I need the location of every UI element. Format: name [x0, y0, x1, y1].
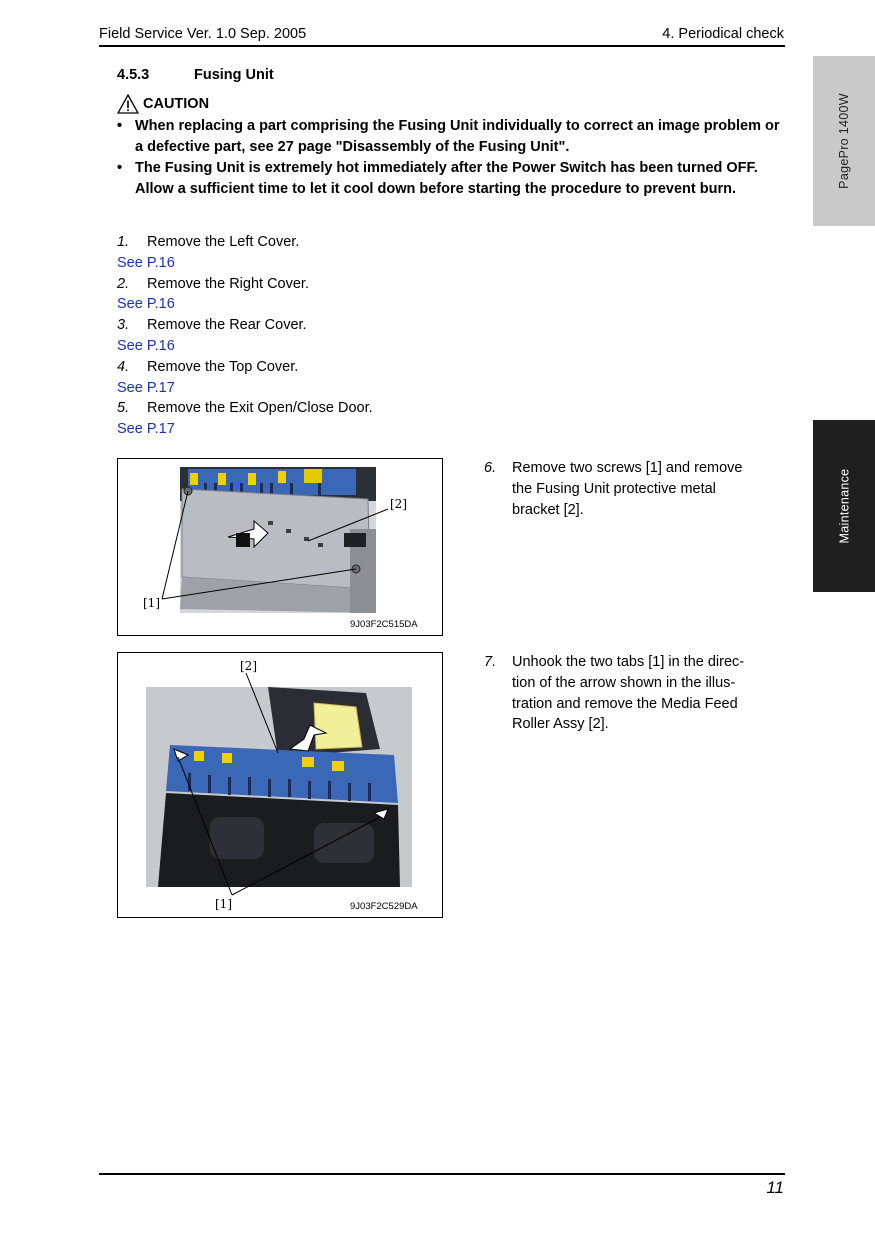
step-text: [512, 458, 742, 520]
figure-callout-1: [1]: [215, 897, 232, 911]
step-number: 2.: [117, 275, 130, 292]
see-page-link[interactable]: See P.16: [117, 296, 175, 313]
step-number: 1.: [117, 234, 130, 250]
caution-heading: [117, 94, 209, 114]
caution-bullet-text: The Fusing Unit is extremely hot immediately after the Power Switch has been turned OFF. Allow a sufficient time to let it cool down before starting the procedure to prevent burn.: [135, 160, 758, 197]
step-line: tration and remove the Media Feed: [512, 695, 738, 712]
see-page-link[interactable]: See P.16: [117, 337, 175, 354]
step-line: Remove two screws [1] and remove: [512, 460, 743, 476]
figure-callout-1: [1]: [143, 596, 160, 610]
fusing-bracket-photo: [118, 459, 442, 635]
section-title: Fusing Unit: [194, 67, 274, 83]
media-feed-roller-photo: [118, 653, 442, 917]
step-number: 7.: [484, 654, 497, 670]
step-item: [117, 274, 373, 295]
step-number: 3.: [117, 317, 130, 334]
header-right: 4. Periodical check: [662, 26, 784, 42]
footer-rule: [99, 1173, 785, 1175]
caution-bullet-text: When replacing a part comprising the Fusing Unit individually to correct an image problem or a defective part, see 27 page "Disassembly of the Fusing Unit".: [135, 118, 780, 155]
figure-callout-2: [2]: [240, 659, 257, 673]
side-tab-maintenance-label: Maintenance: [837, 468, 852, 544]
step-text: Remove the Right Cover.: [147, 275, 309, 292]
see-page-link[interactable]: See P.16: [117, 254, 175, 271]
side-tab-maintenance: [813, 420, 875, 592]
step-number: 6.: [484, 460, 497, 476]
step-item: [117, 357, 373, 378]
figure-code: 9J03F2C515DA: [350, 619, 418, 630]
page-number: 11: [766, 1178, 784, 1197]
step-item: [117, 398, 373, 419]
figure-callout-2: [2]: [390, 497, 407, 511]
step-text: Remove the Top Cover.: [147, 358, 299, 375]
step-item-7: [484, 652, 744, 735]
side-tab-product: [813, 56, 875, 226]
header-left: Field Service Ver. 1.0 Sep. 2005: [99, 26, 307, 42]
section-number: 4.5.3: [117, 67, 150, 83]
step-item: [117, 232, 373, 253]
step-line: Roller Assy [2].: [512, 716, 609, 733]
warning-icon: [117, 94, 139, 114]
step-text: Remove the Exit Open/Close Door.: [147, 400, 373, 417]
caution-bullet: [117, 116, 785, 158]
header-rule: [99, 45, 785, 47]
side-tab-product-label: PagePro 1400W: [837, 93, 851, 189]
step-line: the Fusing Unit protective metal: [512, 480, 716, 497]
step-line: Unhook the two tabs [1] in the direc-: [512, 654, 745, 670]
figure-code: 9J03F2C529DA: [350, 901, 418, 912]
step-list: [117, 232, 373, 440]
step-text: [512, 652, 744, 735]
figure-media-feed-roller: [117, 652, 443, 918]
see-page-link[interactable]: See P.17: [117, 379, 175, 396]
bullet-dot: •: [117, 118, 123, 134]
step-item-6: [484, 458, 742, 520]
step-line: tion of the arrow shown in the illus-: [512, 674, 736, 691]
step-number: 5.: [117, 400, 130, 417]
step-text: Remove the Rear Cover.: [147, 317, 307, 334]
step-line: bracket [2].: [512, 501, 584, 518]
step-text: Remove the Left Cover.: [147, 234, 300, 250]
step-number: 4.: [117, 358, 130, 375]
figure-fusing-bracket: [117, 458, 443, 636]
step-item: [117, 315, 373, 336]
caution-bullets: [117, 116, 785, 200]
caution-bullet: [117, 158, 785, 200]
see-page-link[interactable]: See P.17: [117, 421, 175, 438]
bullet-dot: •: [117, 160, 123, 176]
caution-label: CAUTION: [143, 96, 210, 112]
